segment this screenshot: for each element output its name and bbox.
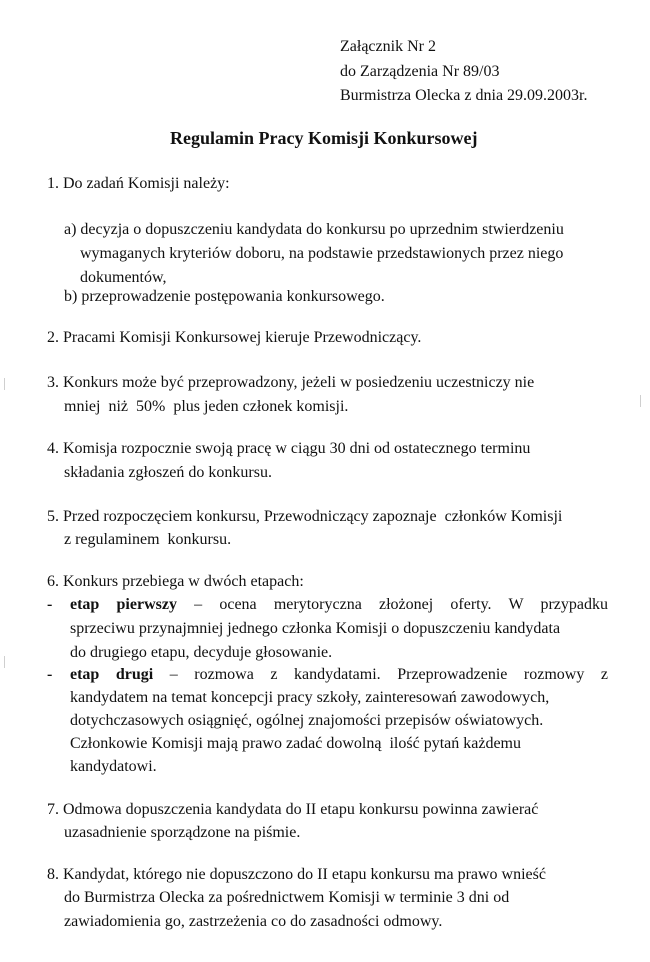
scan-mark — [640, 395, 641, 407]
stage-2-label: etap drugi — [70, 666, 154, 683]
stage-2-line-5: kandydatowi. — [70, 758, 157, 775]
stage-1-line-1 — [70, 597, 608, 613]
bullet-dash: - — [47, 666, 53, 683]
item-3-line-2: mniej niż 50% plus jeden członek komisji. — [64, 398, 349, 415]
item-2: 2. Pracami Komisji Konkursowej kieruje Przewodniczący. — [47, 329, 422, 346]
item-5-line-2: z regulaminem konkursu. — [64, 531, 232, 548]
item-6: 6. Konkurs przebiega w dwóch etapach: — [47, 573, 304, 590]
item-8-line-2: do Burmistrza Olecka za pośrednictwem Komisji w terminie 3 dni od — [64, 889, 510, 906]
item-7-line-1: 7. Odmowa dopuszczenia kandydata do II etapu konkursu powinna zawierać — [47, 801, 539, 818]
item-8-line-3: zawiadomienia go, zastrzeżenia co do zasadności odmowy. — [64, 913, 443, 930]
item-1a-line-1: a) decyzja o dopuszczeniu kandydata do konkursu po uprzednim stwierdzeniu — [64, 221, 564, 238]
stage-1-text: – ocena merytoryczna złożonej oferty. W przypadku — [176, 596, 608, 613]
stage-2-line-4: Członkowie Komisji mają prawo zadać dowolną ilość pytań każdemu — [70, 735, 521, 752]
item-8-line-1: 8. Kandydat, którego nie dopuszczono do II etapu konkursu ma prawo wnieść — [47, 866, 546, 883]
bullet-dash: - — [47, 596, 53, 613]
stage-1-line-2: sprzeciwu przynajmniej jednego członka Komisji o dopuszczeniu kandydata — [70, 620, 561, 637]
attachment-number: Załącznik Nr 2 — [340, 38, 436, 55]
stage-2-text: – rozmowa z kandydatami. Przeprowadzenie rozmowy z — [153, 666, 609, 683]
stage-2-line-3: dotychczasowych osiągnięć, ogólnej znajomości przepisów oświatowych. — [70, 712, 544, 729]
item-1b: b) przeprowadzenie postępowania konkursowego. — [64, 288, 385, 305]
document-title: Regulamin Pracy Komisji Konkursowej — [170, 128, 478, 148]
stage-2-line-2: kandydatem na temat koncepcji pracy szkoły, zainteresowań zawodowych, — [70, 689, 550, 706]
mayor-date-line: Burmistrza Olecka z dnia 29.09.2003r. — [340, 87, 588, 104]
scan-mark — [4, 656, 5, 668]
stage-1-line-3: do drugiego etapu, decyduje głosowanie. — [70, 644, 333, 661]
stage-2-line-1 — [70, 667, 608, 683]
item-4-line-2: składania zgłoszeń do konkursu. — [64, 464, 272, 481]
item-5-line-1: 5. Przed rozpoczęciem konkursu, Przewodniczący zapoznaje członków Komisji — [47, 508, 563, 525]
scan-mark — [4, 378, 5, 390]
item-1: 1. Do zadań Komisji należy: — [47, 175, 230, 192]
stage-1-label: etap pierwszy — [70, 596, 177, 613]
item-4-line-1: 4. Komisja rozpocznie swoją pracę w ciągu 30 dni od ostatecznego terminu — [47, 440, 531, 457]
item-1a-line-3: dokumentów, — [80, 269, 167, 286]
ordinance-reference: do Zarządzenia Nr 89/03 — [340, 63, 500, 80]
item-1a-line-2: wymaganych kryteriów doboru, na podstawie przedstawionych przez niego — [80, 245, 564, 262]
item-3-line-1: 3. Konkurs może być przeprowadzony, jeżeli w posiedzeniu uczestniczy nie — [47, 374, 535, 391]
item-7-line-2: uzasadnienie sporządzone na piśmie. — [64, 824, 301, 841]
